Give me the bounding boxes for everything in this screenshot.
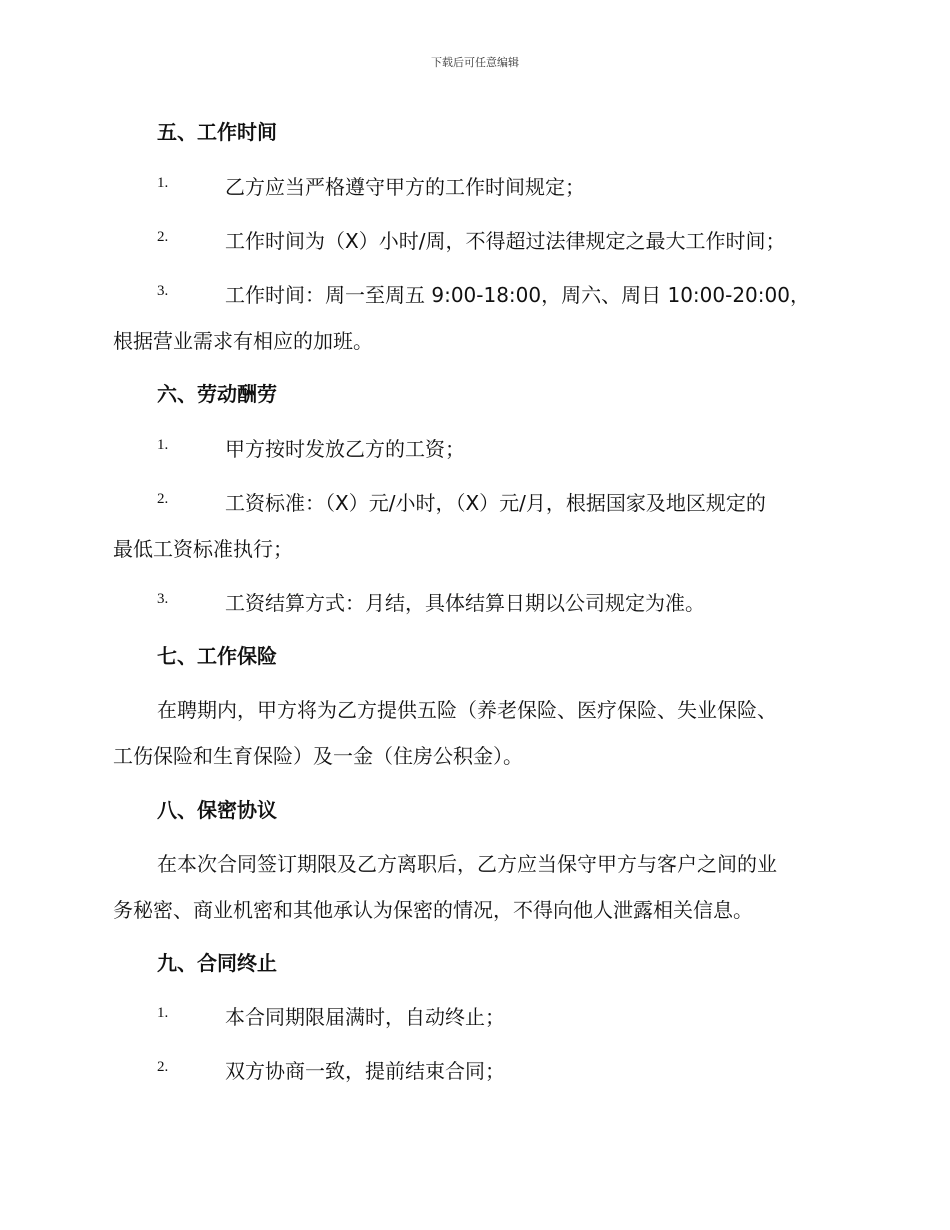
section-heading: 六、劳动酬劳 <box>157 382 277 406</box>
item-number: 1. <box>157 175 169 191</box>
section-heading: 八、保密协议 <box>157 798 277 822</box>
list-item-text: 乙方应当严格遵守甲方的工作时间规定； <box>225 175 585 199</box>
list-item-continuation: 最低工资标准执行； <box>113 537 293 561</box>
section-heading: 九、合同终止 <box>157 951 277 975</box>
item-number: 1. <box>157 1005 169 1021</box>
item-number: 3. <box>157 283 169 299</box>
item-number: 3. <box>157 591 169 607</box>
list-item-text: 甲方按时发放乙方的工资； <box>225 437 465 461</box>
section-heading: 七、工作保险 <box>157 644 277 668</box>
list-item-text: 本合同期限届满时，自动终止； <box>225 1005 505 1029</box>
paragraph-line: 工伤保险和生育保险）及一金（住房公积金）。 <box>113 744 523 768</box>
list-item-text: 工作时间：周一至周五 9:00-18:00，周六、周日 10:00-20:00， <box>225 283 810 307</box>
paragraph-line: 在聘期内，甲方将为乙方提供五险（养老保险、医疗保险、失业保险、 <box>157 698 777 722</box>
paragraph-line: 在本次合同签订期限及乙方离职后，乙方应当保守甲方与客户之间的业 <box>157 852 777 876</box>
list-item-text: 双方协商一致，提前结束合同； <box>225 1059 505 1083</box>
item-number: 2. <box>157 491 169 507</box>
list-item-continuation: 根据营业需求有相应的加班。 <box>113 329 373 353</box>
item-number: 2. <box>157 1059 169 1075</box>
page-header: 下载后可任意编辑 <box>431 56 519 69</box>
list-item-text: 工资标准：（X）元/小时，（X）元/月，根据国家及地区规定的 <box>225 491 766 515</box>
list-item-text: 工资结算方式：月结，具体结算日期以公司规定为准。 <box>225 591 705 615</box>
paragraph-line: 务秘密、商业机密和其他承认为保密的情况，不得向他人泄露相关信息。 <box>113 898 753 922</box>
item-number: 1. <box>157 437 169 453</box>
item-number: 2. <box>157 229 169 245</box>
section-heading: 五、工作时间 <box>157 120 277 144</box>
list-item-text: 工作时间为（X）小时/周，不得超过法律规定之最大工作时间； <box>225 229 786 253</box>
